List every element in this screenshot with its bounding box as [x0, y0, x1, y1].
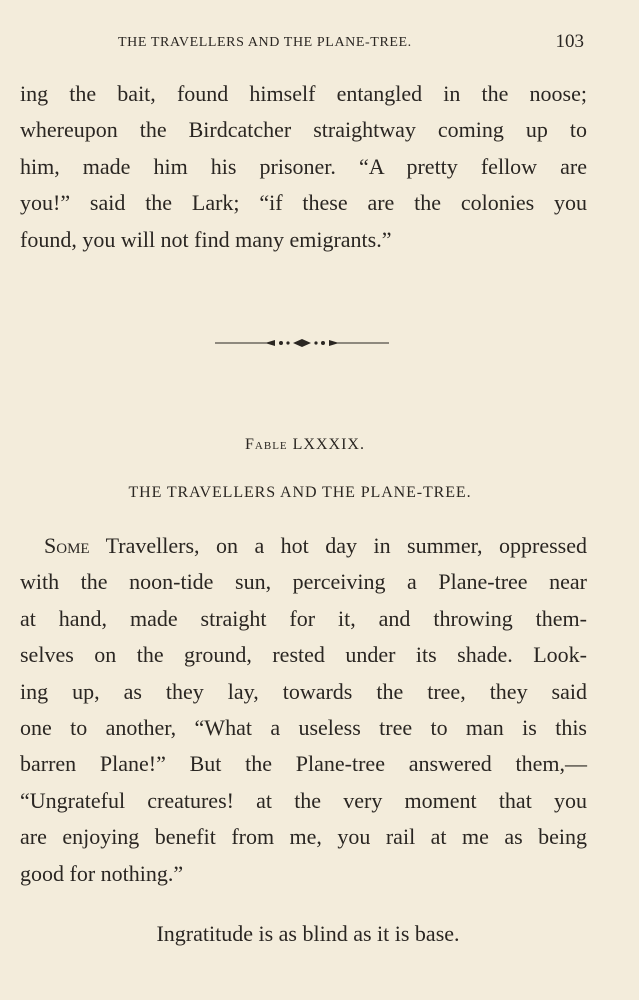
text-line: are enjoying benefit from me, you rail at me as being [20, 824, 587, 850]
section-ornament [215, 336, 389, 350]
text-line: ing up, as they lay, towards the tree, they said [20, 678, 587, 704]
text-line: found, you will not find many emigrants.” [20, 226, 392, 252]
text-line: him, made him his prisoner. “A pretty fellow are [20, 153, 587, 179]
fable-numeral: LXXXIX. [292, 436, 365, 453]
fable-title: THE TRAVELLERS AND THE PLANE-TREE. [128, 484, 472, 501]
text-line: selves on the ground, rested under its shade. Look- [20, 642, 587, 668]
text-line: ing the bait, found himself entangled in the noose; [20, 81, 587, 106]
text-line: you!” said the Lark; “if these are the colonies you [20, 190, 587, 216]
text-line: “Ungrateful creatures! at the very moment that you [20, 787, 587, 813]
text-line: with the noon-tide sun, perceiving a Plane-tree near [20, 569, 587, 595]
first-line-text: Travellers, on a hot day in summer, oppressed [89, 533, 587, 558]
fable-label: Fable [245, 436, 288, 453]
text-line: at hand, made straight for it, and throwing them- [20, 605, 587, 631]
text-line: good for nothing.” [20, 860, 184, 886]
running-title: THE TRAVELLERS AND THE PLANE-TREE. [118, 35, 412, 50]
text-line: barren Plane!” But the Plane-tree answered them,— [20, 751, 587, 777]
text-line: one to another, “What a useless tree to man is this [20, 714, 587, 740]
drop-word: Some [44, 533, 90, 558]
fable-number [0, 436, 610, 454]
running-head [0, 31, 639, 53]
fable-moral: Ingratitude is as blind as it is base. [156, 921, 460, 946]
text-line: whereupon the Birdcatcher straightway coming up to [20, 117, 587, 143]
paragraph-continued [20, 76, 587, 258]
page-number: 103 [555, 31, 584, 52]
fable-body [20, 528, 587, 892]
text-line-first [20, 528, 587, 564]
